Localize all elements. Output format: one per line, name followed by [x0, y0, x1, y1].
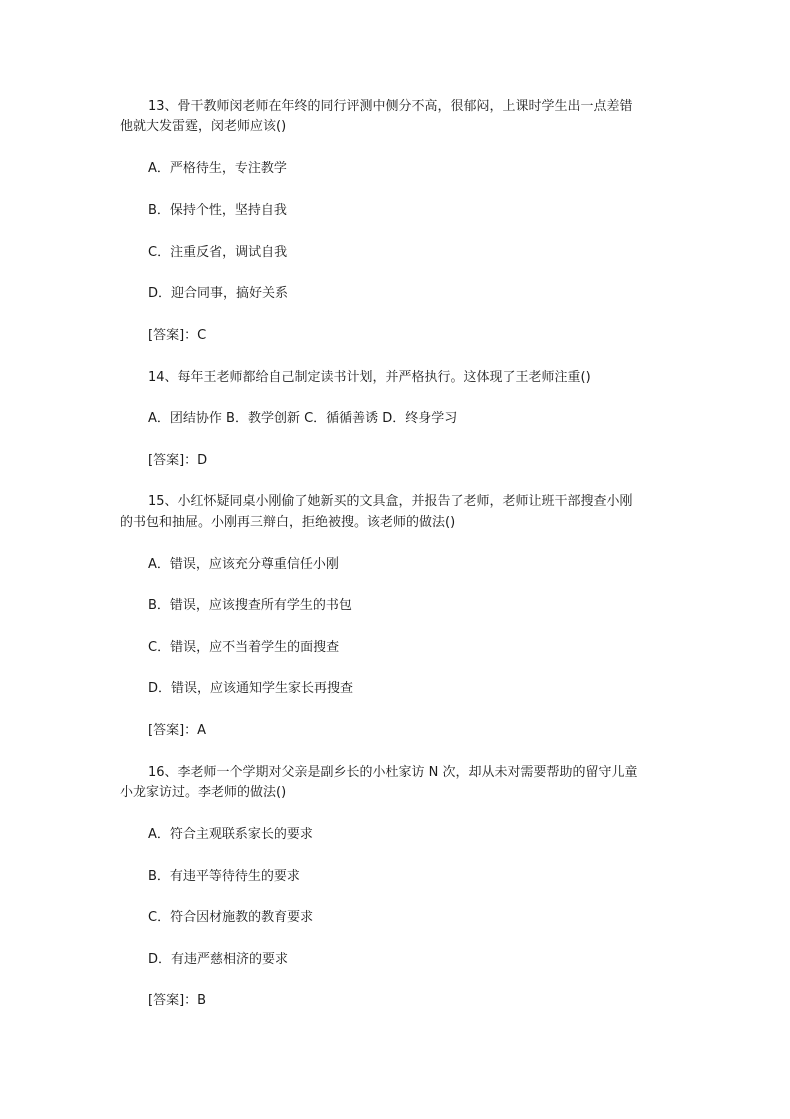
question-14-options: A．团结协作 B．教学创新 C．循循善诱 D．终身学习 [148, 411, 458, 426]
question-16-stem-line-2: 小龙家访过。李老师的做法() [120, 785, 287, 800]
question-13-option-b: B．保持个性，坚持自我 [148, 203, 287, 218]
question-13-option-c: C．注重反省，调试自我 [148, 245, 288, 260]
question-13-stem-line-2: 他就大发雷霆，闵老师应该() [120, 119, 287, 134]
question-16-stem-line-1: 16、李老师一个学期对父亲是副乡长的小杜家访 N 次，却从未对需要帮助的留守儿童 [148, 765, 638, 780]
question-16-option-a: A．符合主观联系家长的要求 [148, 827, 313, 842]
question-13-option-a: A．严格待生，专注教学 [148, 161, 287, 176]
question-16-option-b: B．有违平等待待生的要求 [148, 869, 300, 884]
question-15-option-d: D．错误，应该通知学生家长再搜查 [148, 681, 354, 696]
question-16-option-d: D．有违严慈相济的要求 [148, 952, 289, 967]
question-14-stem: 14、每年王老师都给自己制定读书计划，并严格执行。这体现了王老师注重() [148, 370, 591, 385]
question-16-answer: [答案]：B [148, 993, 207, 1008]
question-15-option-b: B．错误，应该搜查所有学生的书包 [148, 598, 352, 613]
question-15-stem-line-1: 15、小红怀疑同桌小刚偷了她新买的文具盒，并报告了老师，老师让班干部搜查小刚 [148, 494, 633, 509]
question-13-answer: [答案]：C [148, 328, 207, 343]
question-16-option-c: C．符合因材施教的教育要求 [148, 910, 314, 925]
question-13-stem-line-1: 13、骨干教师闵老师在年终的同行评测中侧分不高，很郁闷，上课时学生出一点差错 [148, 99, 633, 114]
question-14-answer: [答案]：D [148, 453, 208, 468]
question-15-option-a: A．错误，应该充分尊重信任小刚 [148, 557, 339, 572]
question-15-stem-line-2: 的书包和抽屉。小刚再三辩白，拒绝被搜。该老师的做法() [120, 515, 456, 530]
question-15-answer: [答案]：A [148, 723, 207, 738]
question-13-option-d: D．迎合同事，搞好关系 [148, 286, 289, 301]
question-15-option-c: C．错误，应不当着学生的面搜查 [148, 640, 340, 655]
